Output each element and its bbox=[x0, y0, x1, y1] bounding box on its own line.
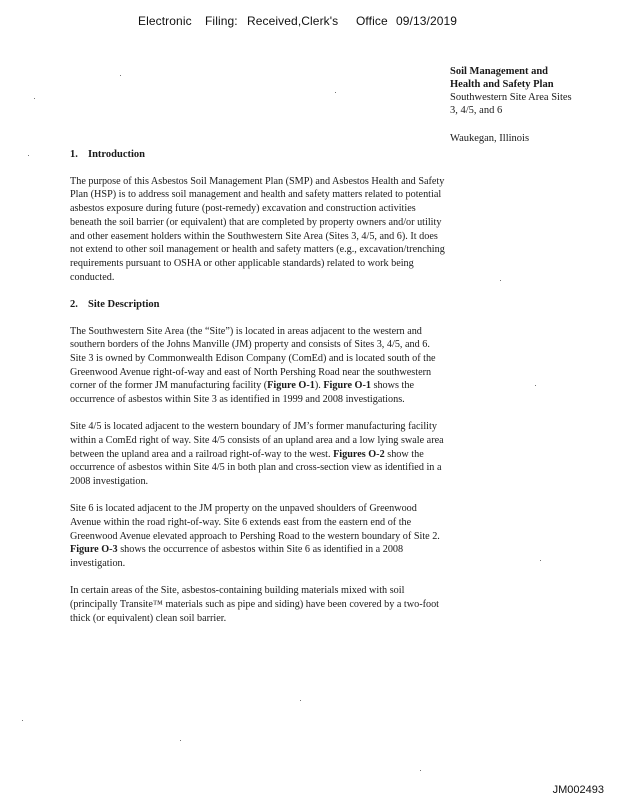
figure-reference: Figure O-1 bbox=[323, 380, 371, 392]
text-run: Site 6 is located adjacent to the JM property on the unpaved shoulders of Greenwood Avenue within the road right-of-way. Site 6 extends east from the eastern end of the Greenwood Avenue elevated approach to Pershing Road to the western boundary of Site 2. bbox=[70, 503, 440, 542]
figure-reference: Figure O-1 bbox=[267, 380, 315, 392]
header-title-line2: Health and Safety Plan bbox=[450, 79, 554, 90]
site-paragraph-4: In certain areas of the Site, asbestos-containing building materials mixed with soil (principally Transite™ materials such as pipe and siding) have been covered by a two-foot thick (or equivalent) clean soil barrier. bbox=[70, 585, 439, 624]
header-title-line1: Soil Management and bbox=[450, 66, 549, 77]
text-run: show the occurrence of asbestos within Site 4/5 in both plan and cross-section view as identified in a 2008 investigation. bbox=[70, 448, 442, 488]
document-id: JM002493 bbox=[552, 784, 604, 796]
section-number: 2. bbox=[70, 298, 78, 310]
text-run: shows the occurrence of asbestos within Site 6 as identified in a 2008 investigation. bbox=[70, 544, 404, 570]
text-run: shows the occurrence of asbestos within Site 3 as identified in 1999 and 2008 investigations. bbox=[70, 380, 414, 406]
site-paragraph-1 bbox=[70, 325, 448, 407]
scan-speck bbox=[120, 75, 121, 76]
scan-speck bbox=[28, 155, 29, 156]
banner-filing: Filing: bbox=[205, 14, 238, 28]
site-paragraph-2 bbox=[70, 420, 448, 489]
scan-speck bbox=[500, 280, 501, 281]
figure-reference: Figure O-3 bbox=[70, 544, 118, 556]
section-heading-site-description bbox=[70, 298, 448, 312]
scan-speck bbox=[535, 385, 536, 386]
text-run: ). bbox=[314, 380, 324, 392]
document-header bbox=[450, 65, 610, 145]
intro-paragraph: The purpose of this Asbestos Soil Management Plan (SMP) and Asbestos Health and Safety Plan (HSP) is to address soil management and health and safety matters related to potential asbestos exposure during future (post-remedy) excavation and construction activities beneath the soil barrier (or equivalent) that are completed by property owners and/or utility and other easement holders within the Southwestern Site Area (Sites 3, 4/5, and 6). It does not extend to other soil management or health and safety matters (e.g., excavation/trenching requirements pursuant to OSHA or other applicable standards) related to work being conducted. bbox=[70, 175, 445, 283]
text-run: Site 4/5 is located adjacent to the western boundary of JM’s former manufacturing facility within a ComEd right of way. Site 4/5 consists of an upland area and a low lying swale area between the upland area and a railroad right-of-way to the west. bbox=[70, 421, 444, 460]
site-paragraph-3 bbox=[70, 502, 448, 571]
text-run: The Southwestern Site Area (the “Site”) is located in areas adjacent to the western and southern borders of the Johns Manville (JM) property and consists of Sites 3, 4/5, and 6. Site 3 is owned by Commonwealth Edison Company (ComEd) and is located south of the Greenwood Avenue right-of-way and east of North Pershing Road near the southwestern corner of the former JM manufacturing facility ( bbox=[70, 325, 436, 392]
document-body bbox=[70, 148, 448, 639]
scan-speck bbox=[22, 720, 23, 721]
scan-speck bbox=[335, 92, 336, 93]
section-number: 1. bbox=[70, 149, 78, 160]
section-heading-introduction bbox=[70, 148, 448, 162]
banner-electronic: Electronic bbox=[138, 14, 192, 28]
banner-office: Office bbox=[356, 14, 388, 28]
scan-speck bbox=[420, 770, 421, 771]
scan-speck bbox=[34, 98, 35, 99]
header-subtitle-line1: Southwestern Site Area Sites bbox=[450, 92, 572, 103]
figure-reference: Figures O-2 bbox=[333, 448, 385, 460]
section-title: Site Description bbox=[88, 298, 160, 310]
scan-speck bbox=[180, 740, 181, 741]
banner-received: Received,Clerk's bbox=[247, 14, 339, 28]
section-title: Introduction bbox=[88, 149, 145, 160]
scan-speck bbox=[540, 560, 541, 561]
banner-date: 09/13/2019 bbox=[396, 14, 458, 28]
scan-speck bbox=[300, 700, 301, 701]
header-subtitle-line2: 3, 4/5, and 6 bbox=[450, 105, 503, 116]
header-location: Waukegan, Illinois bbox=[450, 133, 530, 144]
